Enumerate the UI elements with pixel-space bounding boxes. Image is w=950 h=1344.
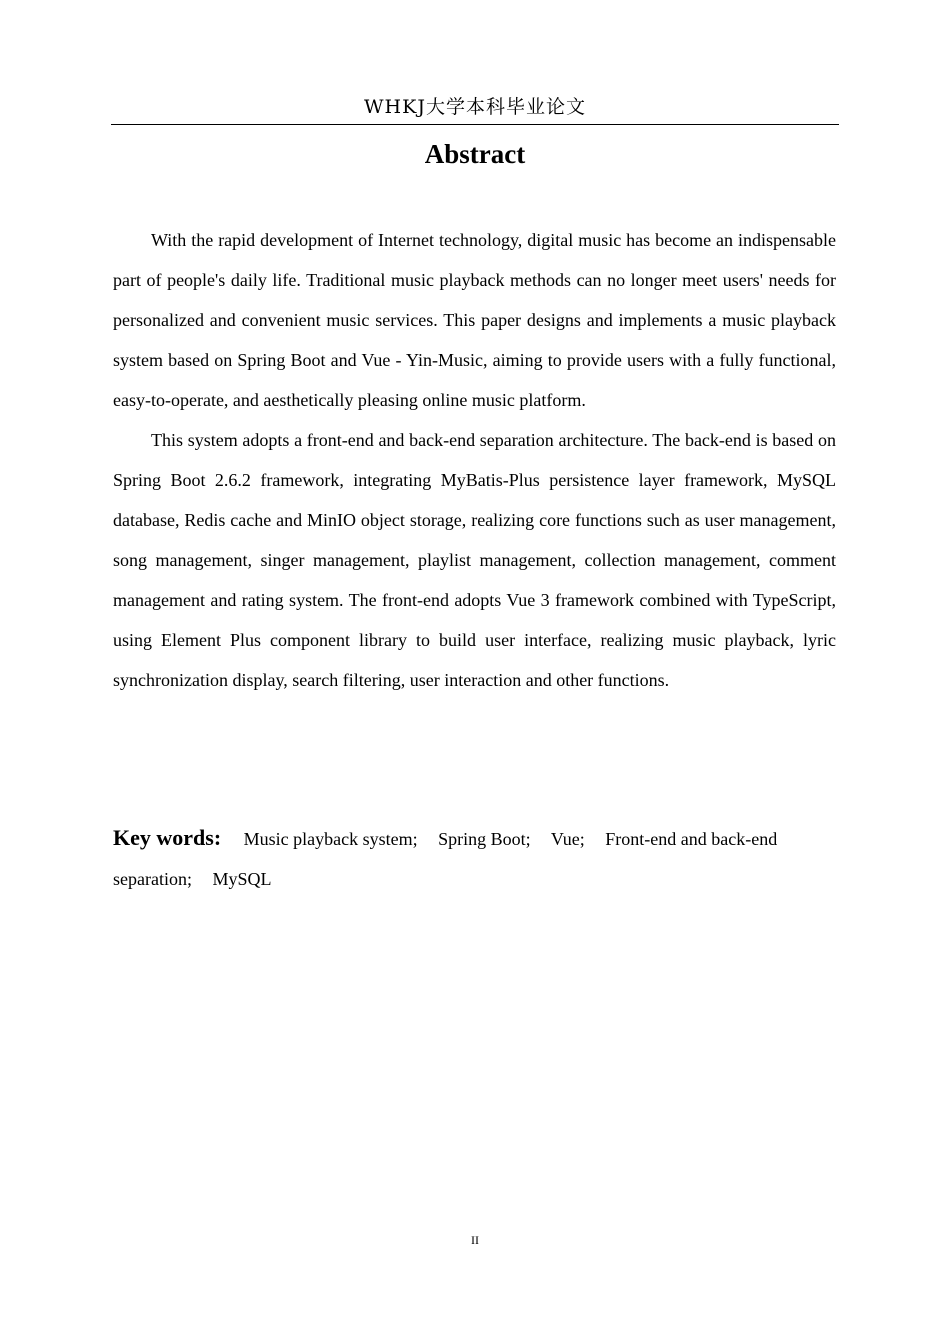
keyword-item: Vue; [550,829,585,849]
abstract-paragraph-1: With the rapid development of Internet technology, digital music has become an indispensable part of people's daily life. Traditional music playback methods can no longer meet users' needs for personalized and convenient music services. This paper designs and implements a music playback system based on Spring Boot and Vue - Yin-Music, aiming to provide users with a fully functional, easy-to-operate, and aesthetically pleasing online music platform. [113,230,836,410]
running-header: WHKJ大学本科毕业论文 [364,96,586,118]
keyword-item: Spring Boot; [438,829,531,849]
keyword-item: Music playback system; [243,829,418,849]
header-divider [111,124,839,125]
keyword-item: Front-end and back-end separation; [113,829,778,889]
keyword-item: MySQL [212,869,272,889]
keywords-label: Key words: [113,825,222,850]
page-number: II [471,1233,479,1247]
abstract-body [113,220,836,700]
keywords-section [113,818,813,899]
abstract-paragraph-2: This system adopts a front-end and back-end separation architecture. The back-end is based on Spring Boot 2.6.2 framework, integrating MyBatis-Plus persistence layer framework, MySQL database, Redis cache and MinIO object storage, realizing core functions such as user management, song management, singer management, playlist management, collection management, comment management and rating system. The front-end adopts Vue 3 framework combined with TypeScript, using Element Plus component library to build user interface, realizing music playback, lyric synchronization display, search filtering, user interaction and other functions. [113,430,836,690]
abstract-title: Abstract [424,139,526,169]
